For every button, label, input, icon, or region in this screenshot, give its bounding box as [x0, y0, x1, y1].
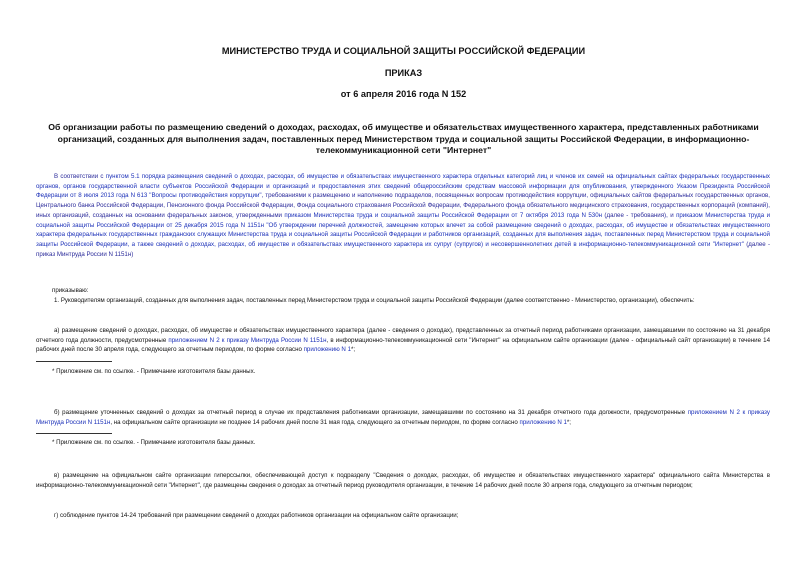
item-1: 1. Руководителям организаций, созданных для выполнения задач, поставленных перед Министерством труда и социальной защиты Российской Федерации (далее соответственно - Министерство, организации), обеспечить: — [54, 297, 695, 304]
preamble-paragraph — [36, 172, 770, 259]
item-b-text-3: *; — [566, 418, 572, 426]
order-word: приказываю: — [52, 287, 89, 294]
link-appendix-2-b[interactable]: приложением N 2 к приказу Минтруда России N 1151н — [36, 409, 770, 426]
item-v: в) размещение на официальном сайте организации гиперссылки, обеспечивающей доступ к подразделу "Сведения о доходах, расходах, об имуществе и обязательствах имущественного характера" официального сайта Министерства в информационно-телекоммуникационной сети "Интернет", где размещены сведения о доходах за отчетный период руководителя организации, в течение 14 рабочих дней после 30 апреля года, следующего за отчетным периодом; — [36, 472, 770, 489]
preamble-text-4: (далее - приказ Минтруда России N 1151н) — [36, 240, 770, 258]
link-appendix-2[interactable]: приложением N 2 к приказу Минтруда России N 1151н — [168, 336, 327, 344]
link-order-1151n[interactable]: приказом Министерства труда и социальной защиты Российской Федерации от 25 декабря 2015 года N 1151н "Об утверждении перечней должностей, замещение которых влечет за собой размещение сведений о доходах, расходах, об имуществе и обязательствах имущественного характера федеральных государственных гражданских служащих Министерства труда и социальной защиты Российской Федерации и работников организаций, созданных для выполнения задач, поставленных перед Министерством труда и социальной защиты Российской Федерации, а также сведений о доходах, расходах, об имуществе и обязательствах имущественного характера их супруг (супругов) и несовершеннолетних детей в информационно-телекоммуникационной сети "Интернет" — [36, 211, 770, 248]
item-a-text-1: а) размещение сведений о доходах, расходах, об имуществе и обязательствах имущественного характера (далее - сведения о доходах), представленных за отчетный период работниками организации, замещавшими по состоянию на 31 декабря отчетного года должности, предусмотренные — [36, 327, 770, 344]
item-b-text-1: б) размещение уточненных сведений о доходах за отчетный период в случае их представления работниками организации, замещавшими по состоянию на 31 декабря отчетного года должности, предусмотренные — [54, 409, 688, 416]
footnote-separator-2 — [36, 433, 112, 434]
document-title: Об организации работы по размещению сведений о доходах, расходах, об имуществе и обязательствах имущественного характера, представленных работниками организаций, созданных для выполнения задач, поставленных перед Министерством труда и социальной защиты Российской Федерации, в информационно-телекоммуникационной сети "Интернет" — [48, 122, 759, 155]
footnote-1: * Приложение см. по ссылке. - Примечание изготовителя базы данных. — [52, 368, 256, 375]
footnote-separator — [36, 361, 112, 362]
item-a — [36, 326, 770, 355]
item-b — [36, 408, 770, 427]
item-b-text-2: , на официальном сайте организации не позднее 14 рабочих дней после 31 мая года, следующего за отчетным периодом, по форме согласно — [110, 418, 520, 426]
preamble-text-3: (далее - требования), и — [602, 211, 677, 219]
link-order-530n[interactable]: приказом Министерства труда и социальной защиты Российской Федерации от 7 октября 2013 года N 530н — [284, 211, 603, 219]
order-heading: ПРИКАЗ — [384, 68, 423, 78]
preamble-text-1: В соответствии с — [54, 173, 106, 180]
ministry-heading: МИНИСТЕРСТВО ТРУДА И СОЦИАЛЬНОЙ ЗАЩИТЫ РОССИЙСКОЙ ФЕДЕРАЦИИ — [221, 46, 586, 56]
item-g: г) соблюдение пунктов 14-24 требований при размещении сведений о доходах работников организации на официальном сайте организации; — [54, 512, 459, 519]
preamble-text-2: , требованиями к размещению и наполнению подразделов, посвященных вопросам противодействия коррупции, официальных сайтов федеральных государственных органов, Центрального банка Российской Федерации, Пенсионного фонда Российской Федерации, Фонда социального страхования Российской Федерации, Федерального фонда обязательного медицинского страхования, государственных корпораций (компаний), иных организаций, созданных на основании федеральных законов, утвержденными — [36, 192, 770, 219]
item-a-text-2: , в информационно-телекоммуникационной сети "Интернет" на официальном сайте организации (далее - официальный сайт организации) в течение 14 рабочих дней после 30 апреля года, следующего за отчетным периодом, по форме согласно — [36, 336, 770, 354]
item-a-text-3: *; — [351, 346, 356, 354]
footnote-2: * Приложение см. по ссылке. - Примечание изготовителя базы данных. — [52, 439, 256, 446]
link-appendix-1[interactable]: приложению N 1 — [303, 346, 351, 354]
order-date: от 6 апреля 2016 года N 152 — [340, 89, 467, 99]
link-appendix-1-b[interactable]: приложению N 1 — [519, 418, 567, 426]
link-decree-613[interactable]: пунктом 5.1 порядка размещения сведений о доходах, расходах, об имуществе и обязательствах имущественного характера отдельных категорий лиц и членов их семей на официальных сайтах федеральных государственных органов, органов государственной власти субъектов Российской Федерации и организаций и предоставления этих сведений общероссийским средствам массовой информации для опубликования, утвержденного Указом Президента Российской Федерации от 8 июля 2013 года N 613 "Вопросы противодействия коррупции" — [36, 173, 770, 200]
